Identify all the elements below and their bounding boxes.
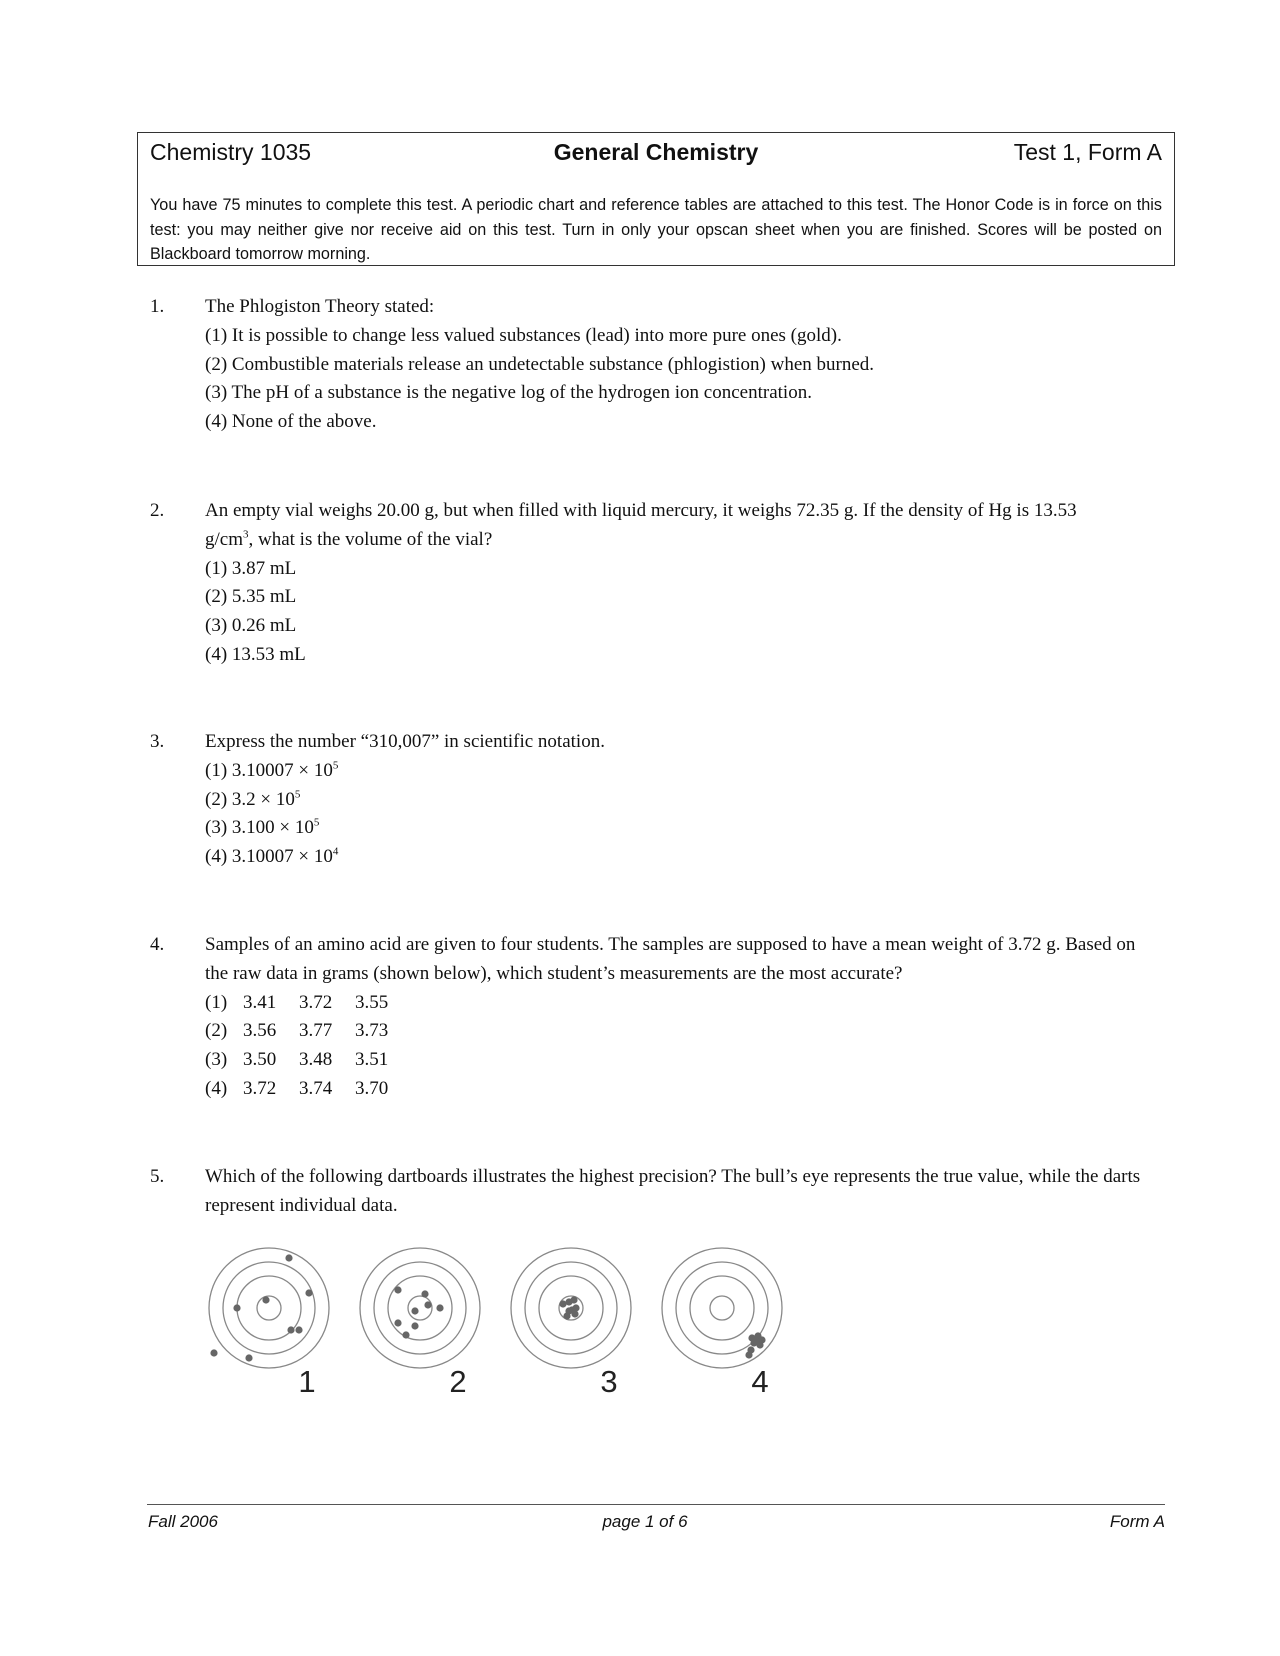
dart [262,1296,269,1303]
dart [285,1254,292,1261]
option: (3) The pH of a substance is the negative log of the hydrogen ion concentration. [205,382,812,404]
dart [424,1301,431,1308]
question-number: 5. [150,1166,165,1187]
option: (2) Combustible materials release an undetectable substance (phlogistion) when burned. [205,353,875,375]
dart [305,1289,312,1296]
dart [287,1326,294,1333]
exam-title: General Chemistry [553,139,759,165]
dartboard-label: 2 [449,1364,467,1399]
dart [436,1304,443,1311]
dart [245,1354,252,1361]
dart [210,1349,217,1356]
dart [394,1286,401,1293]
dartboard-ring [662,1248,782,1368]
dart [745,1351,752,1358]
option: (1) $3.10007 \times 10^5$ [205,759,339,781]
dart [563,1312,570,1319]
question-text: Samples of an amino acid are given to four students. The samples are supposed to have a mean weight of 3.72 g. Based on the raw data in grams (shown below), which student’s measurements are the most accurate? [205,934,1136,984]
dartboard-ring [360,1248,480,1368]
option: (1) 3.87 mL [205,557,297,579]
option: (4) 3.72 3.74 3.70 [205,1077,389,1099]
question-number: 1. [150,296,165,317]
option: (2) 5.35 mL [205,586,297,608]
dartboard-ring [209,1248,329,1368]
option: (2) 3.56 3.77 3.73 [205,1020,389,1042]
dartboard-label: 4 [751,1364,769,1399]
option: (1) 3.41 3.72 3.55 [205,991,389,1013]
question-number: 2. [150,500,165,521]
dart [568,1306,575,1313]
question-text: The Phlogiston Theory stated: [205,296,435,317]
course-name: Chemistry 1035 [150,139,312,165]
dart [233,1304,240,1311]
dart [411,1322,418,1329]
test-form: Test 1, Form A [1013,139,1162,165]
dartboard-label: 1 [298,1364,316,1399]
dart [421,1290,428,1297]
dartboard-ring [690,1276,754,1340]
question-number: 3. [150,731,165,752]
dart [394,1319,401,1326]
option: (2) $3.2 \times 10^5$ [205,788,301,810]
option: (3) 3.50 3.48 3.51 [205,1049,389,1071]
dartboard-label: 3 [600,1364,618,1399]
option: (1) It is possible to change less valued substances (lead) into more pure ones (gold). [205,324,842,346]
option: (3) $3.100 \times 10^5$ [205,817,320,839]
question-text: Express the number “310,007” in scientific notation. [205,731,605,752]
dart [295,1326,302,1333]
dartboard-ring [710,1296,734,1320]
option: (3) 0.26 mL [205,615,297,637]
footer-term: Fall 2006 [148,1512,218,1531]
option: (4) $3.10007 \times 10^4$ [205,845,339,868]
dart [411,1307,418,1314]
question-text: An empty vial weighs 20.00 g, but when filled with liquid mercury, it weighs 72.35 g. If the density of Hg is 13.53 $g/cm^3$, what is the volume of the vial? [205,500,1077,550]
instructions: You have 75 minutes to complete this test. A periodic chart and reference tables are attached to this test. The Honor Code is in force on this test: you may neither give nor receive aid on this test. Turn in only your opscan sheet when you are finished. Scores will be posted on Blackboard tomorrow morning. [150,196,1162,263]
footer-page: page 1 of 6 [602,1512,688,1531]
option: (4) 13.53 mL [205,643,306,665]
footer-divider [147,1504,1165,1505]
option: (4) None of the above. [205,411,377,433]
footer-form: Form A [1109,1512,1165,1531]
dart [752,1337,759,1344]
question-text: Which of the following dartboards illustrates the highest precision? The bull’s eye represents the true value, while the darts represent individual data. [205,1166,1141,1216]
dart [402,1331,409,1338]
dart [570,1296,577,1303]
question-number: 4. [150,934,165,955]
